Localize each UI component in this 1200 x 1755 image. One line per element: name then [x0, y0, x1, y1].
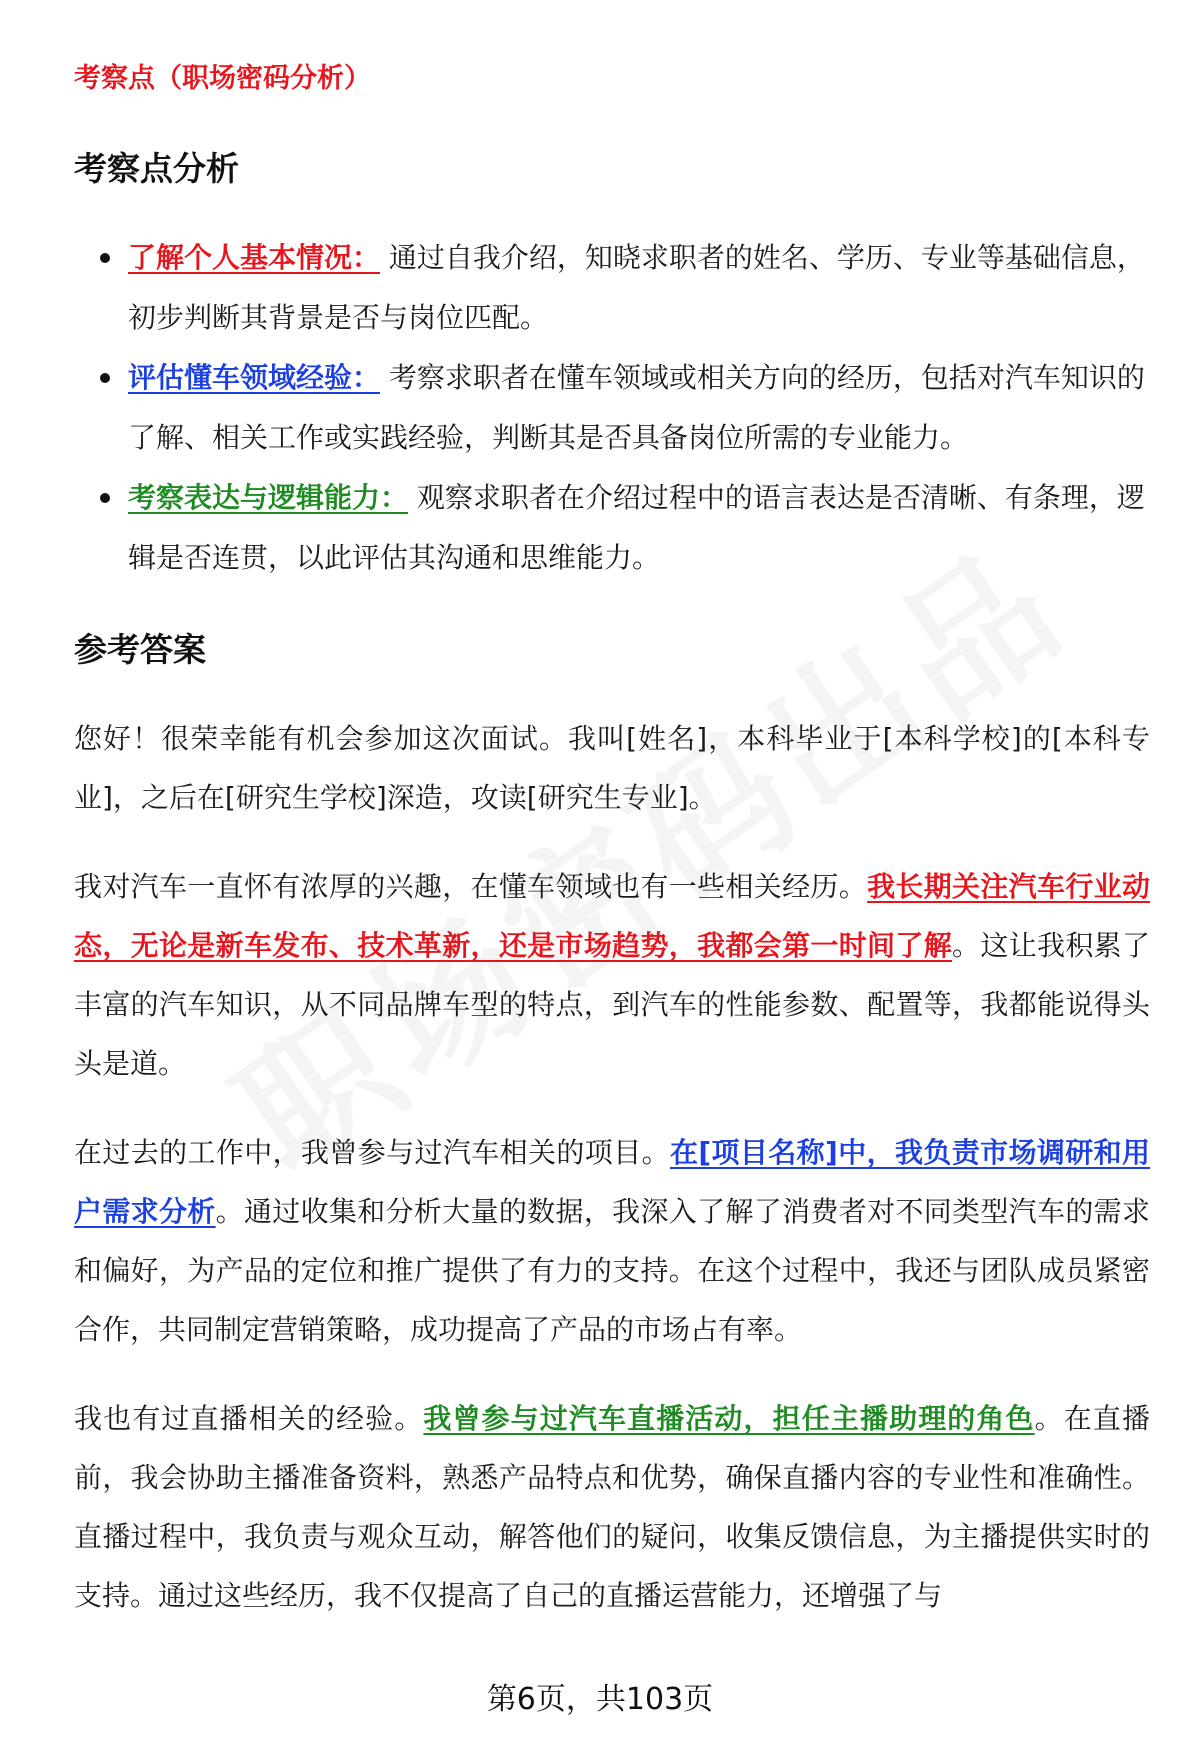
- list-item: [128, 228, 1150, 348]
- point-text: 观察求职者在介绍过程中的语言表达是否清晰、有条理，逻辑是否连贯，以此评估其沟通和思维能力。: [128, 481, 1145, 574]
- point-text: 通过自我介绍，知晓求职者的姓名、学历、专业等基础信息，初步判断其背景是否与岗位匹配。: [128, 241, 1145, 334]
- page-footer: 第6页，共103页: [486, 1682, 714, 1717]
- highlight-text: 我长期关注汽车行业动态，无论是新车发布、技术革新，还是市场趋势，我都会第一时间了解: [74, 870, 1150, 962]
- answer-paragraph-work: [74, 1123, 1150, 1359]
- paragraph-text: 。这让我积累了丰富的汽车知识，从不同品牌车型的特点，到汽车的性能参数、配置等，我都能说得头头是道。: [74, 929, 1150, 1080]
- paragraph-text: 您好！很荣幸能有机会参加这次面试。我叫[姓名]，本科毕业于[本科学校]的[本科专业]，之后在[研究生学校]深造，攻读[研究生专业]。: [74, 722, 1150, 814]
- paragraph-text: 。通过收集和分析大量的数据，我深入了解了消费者对不同类型汽车的需求和偏好，为产品的定位和推广提供了有力的支持。在这个过程中，我还与团队成员紧密合作，共同制定营销策略，成功提高了产品的市场占有率。: [74, 1195, 1150, 1346]
- section-label: 考察点（职场密码分析）: [74, 63, 371, 94]
- answer-paragraph-intro: [74, 709, 1150, 827]
- point-keyword: 了解个人基本情况：: [128, 241, 381, 274]
- paragraph-text: 。在直播前，我会协助主播准备资料，熟悉产品特点和优势，确保直播内容的专业性和准确性。直播过程中，我负责与观众互动，解答他们的疑问，收集反馈信息，为主播提供实时的支持。通过这些经历，我不仅提高了自己的直播运营能力，还增强了与: [74, 1402, 1150, 1612]
- point-keyword: 考察表达与逻辑能力：: [128, 481, 409, 514]
- content: [74, 56, 1150, 1655]
- answer-title: 参考答案: [74, 630, 206, 669]
- point-keyword: 评估懂车领域经验：: [128, 361, 381, 394]
- answer-paragraph-interest: [74, 857, 1150, 1093]
- highlight-text: 我曾参与过汽车直播活动，担任主播助理的角色: [423, 1402, 1035, 1435]
- list-item: [128, 468, 1150, 588]
- answer-paragraph-livestream: [74, 1389, 1150, 1625]
- analysis-title: 考察点分析: [74, 149, 239, 188]
- highlight-text: 在[项目名称]中，我负责市场调研和用户需求分析: [74, 1136, 1150, 1228]
- analysis-points: [74, 228, 1150, 588]
- paragraph-text: 我也有过直播相关的经验。: [74, 1402, 424, 1435]
- point-text: 考察求职者在懂车领域或相关方向的经历，包括对汽车知识的了解、相关工作或实践经验，判断其是否具备岗位所需的专业能力。: [128, 361, 1145, 454]
- paragraph-text: 我对汽车一直怀有浓厚的兴趣，在懂车领域也有一些相关经历。: [74, 870, 868, 903]
- list-item: [128, 348, 1150, 468]
- paragraph-text: 在过去的工作中，我曾参与过汽车相关的项目。: [74, 1136, 670, 1169]
